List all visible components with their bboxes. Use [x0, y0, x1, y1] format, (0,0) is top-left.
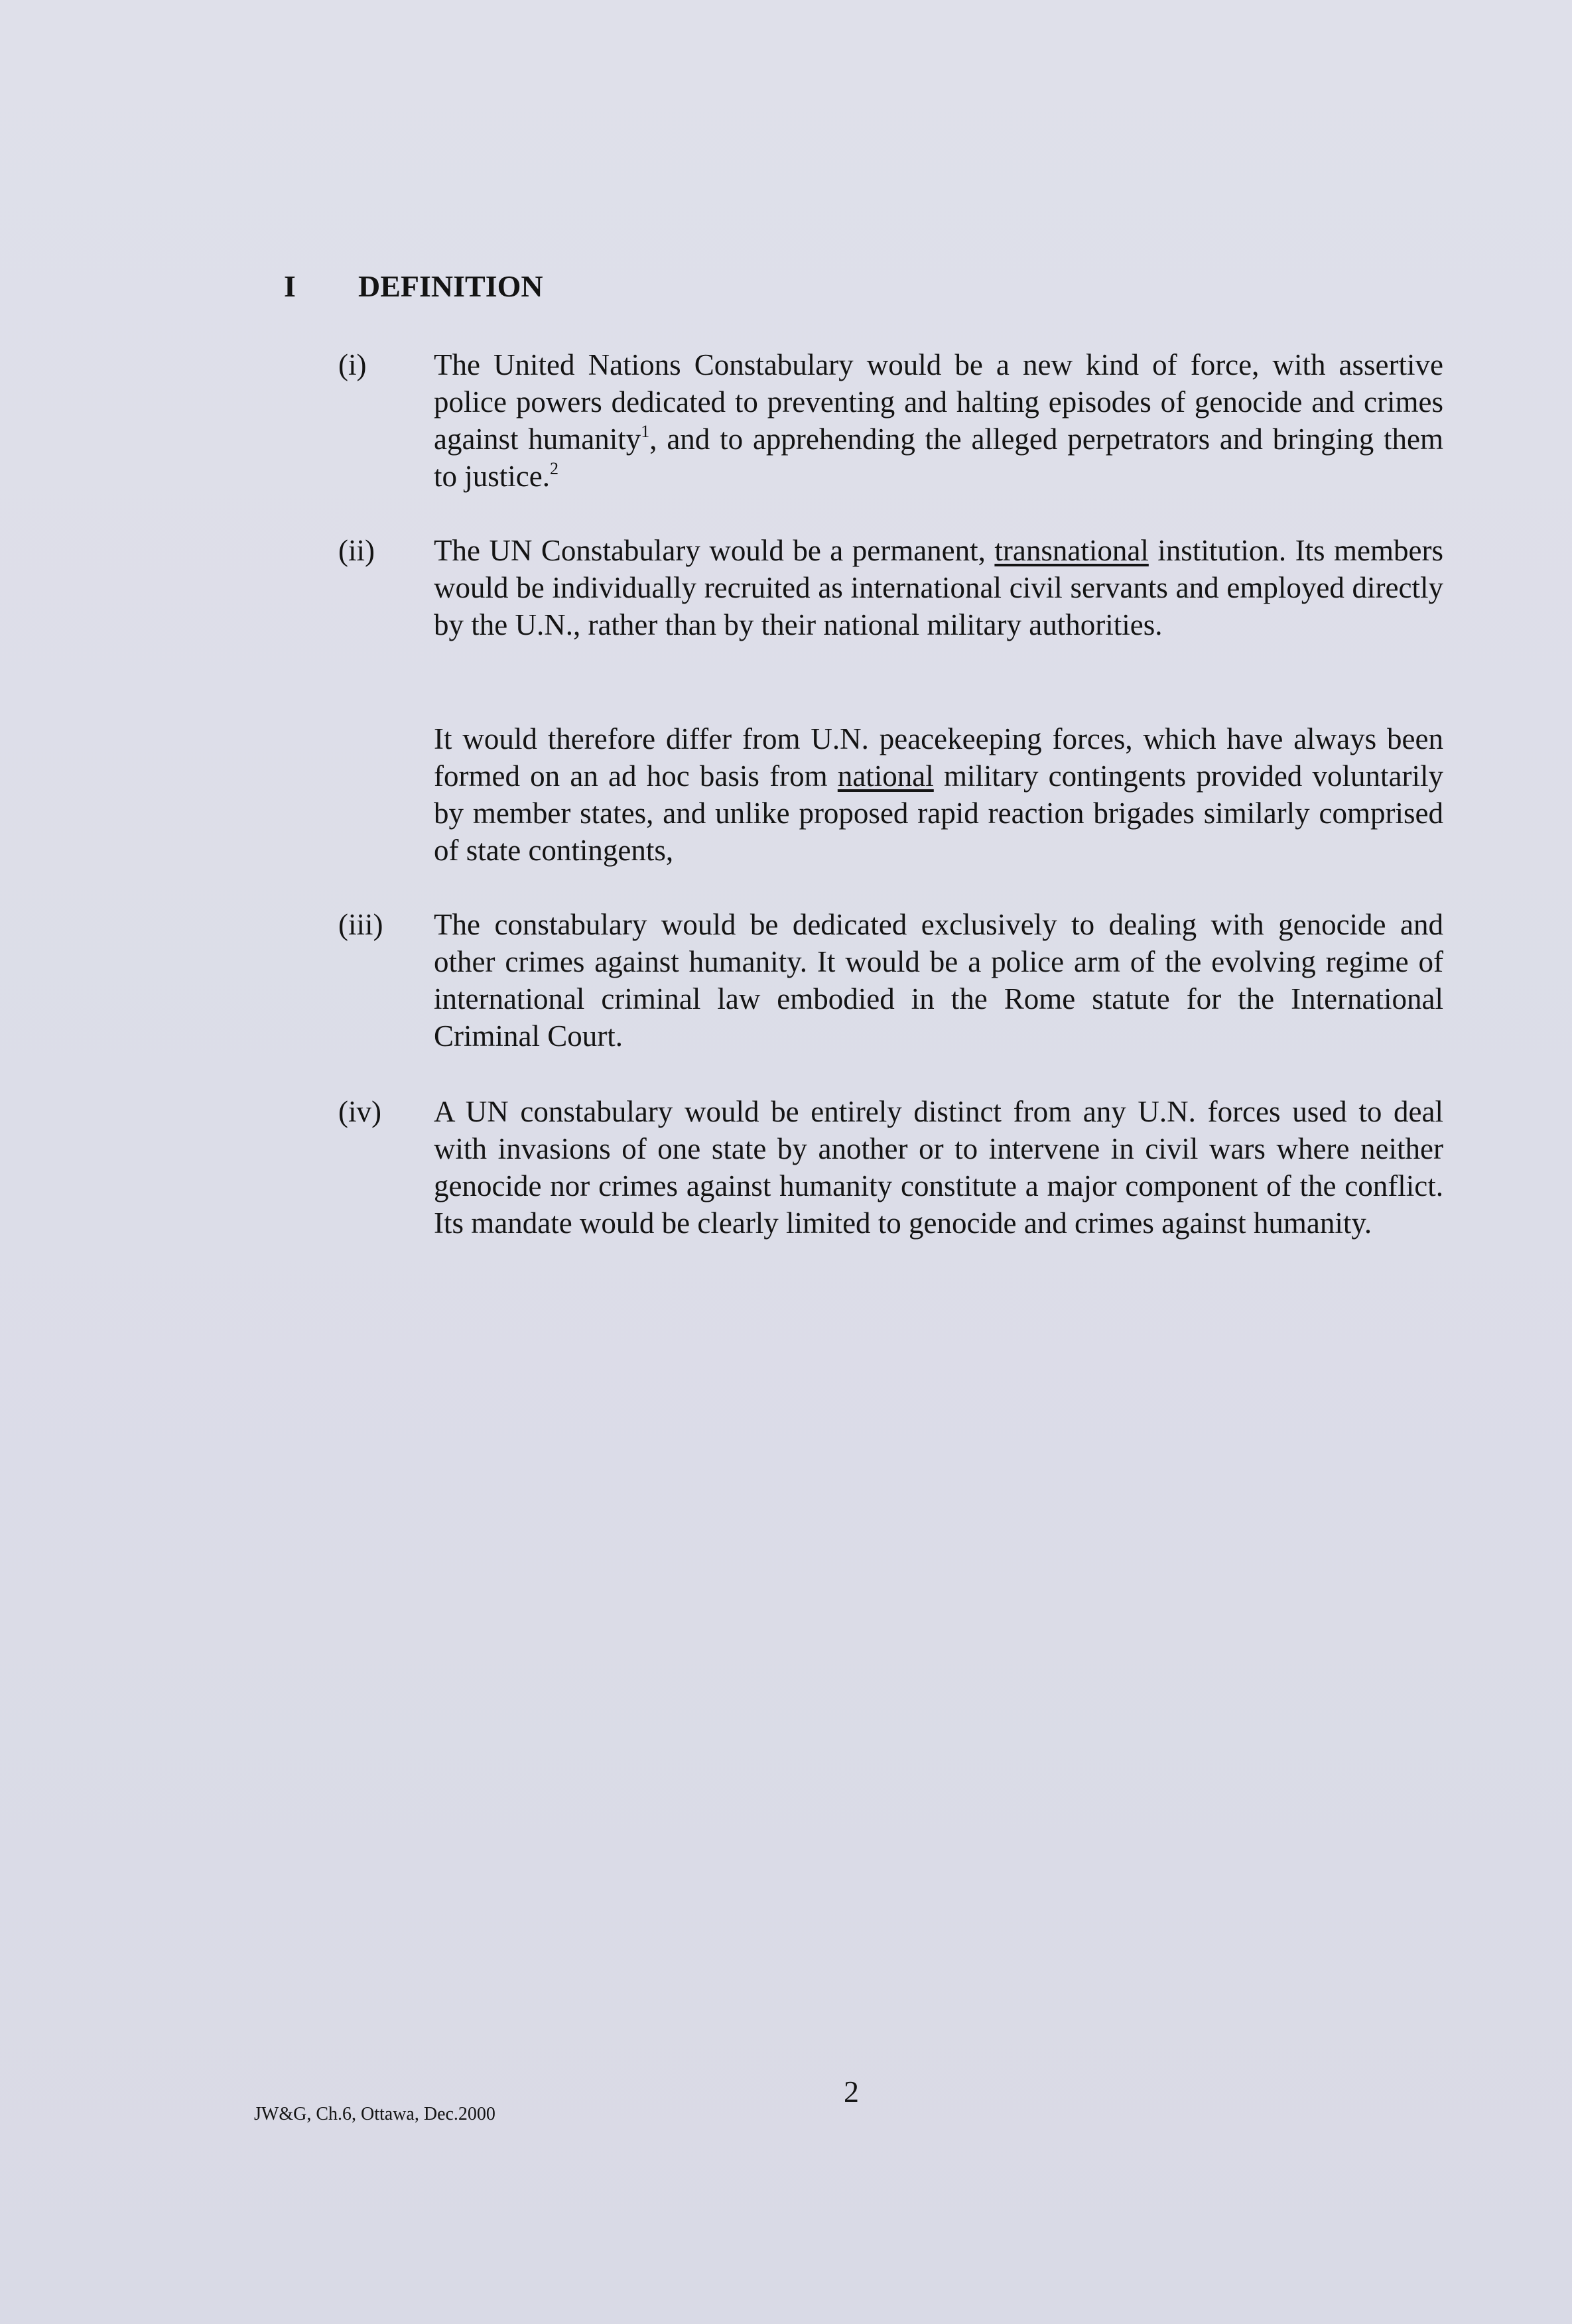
item-text: The UN Constabulary would be a permanent, transnational institution. Its members would be individually recruited as international civil servants and employed directly by the U.N., rather than by their national military authorities. — [434, 534, 1443, 641]
item-marker: (ii) — [338, 534, 375, 567]
continuation-paragraph: It would therefore differ from U.N. peacekeeping forces, which have always been formed on an ad hoc basis from national military contingents provided voluntarily by member states, and unlike proposed rapid reaction brigades similarly comprised of state contingents, — [434, 722, 1443, 867]
footnote-ref: 1 — [641, 422, 650, 441]
section-number: I — [284, 269, 296, 303]
footer-source: JW&G, Ch.6, Ottawa, Dec.2000 — [254, 2104, 495, 2124]
section-title: DEFINITION — [358, 269, 543, 303]
item-marker: (i) — [338, 348, 367, 381]
item-marker: (iii) — [338, 908, 383, 941]
item-marker: (iv) — [338, 1095, 381, 1128]
underlined-term: national — [837, 759, 934, 793]
section-heading — [284, 267, 543, 306]
footnote-ref: 2 — [549, 459, 558, 478]
item-text: The United Nations Constabulary would be a new kind of force, with assertive police powers dedicated to preventing and halting episodes of genocide and crimes against humanity$^1$, and to apprehending the alleged perpetrators and bringing them to justice.$^2$ — [434, 348, 1443, 493]
item-text: The constabulary would be dedicated exclusively to dealing with genocide and other crimes against humanity. It would be a police arm of the evolving regime of international criminal law embodied in the Rome statute for the International Criminal Court. — [434, 908, 1443, 1053]
underlined-term: transnational — [994, 534, 1149, 567]
page-number: 2 — [844, 2075, 859, 2108]
item-text: A UN constabulary would be entirely distinct from any U.N. forces used to deal with invasions of one state by another or to intervene in civil wars where neither genocide nor crimes against humanity constitute a major component of the conflict. Its mandate would be clearly limited to genocide and crimes against humanity. — [434, 1095, 1443, 1240]
